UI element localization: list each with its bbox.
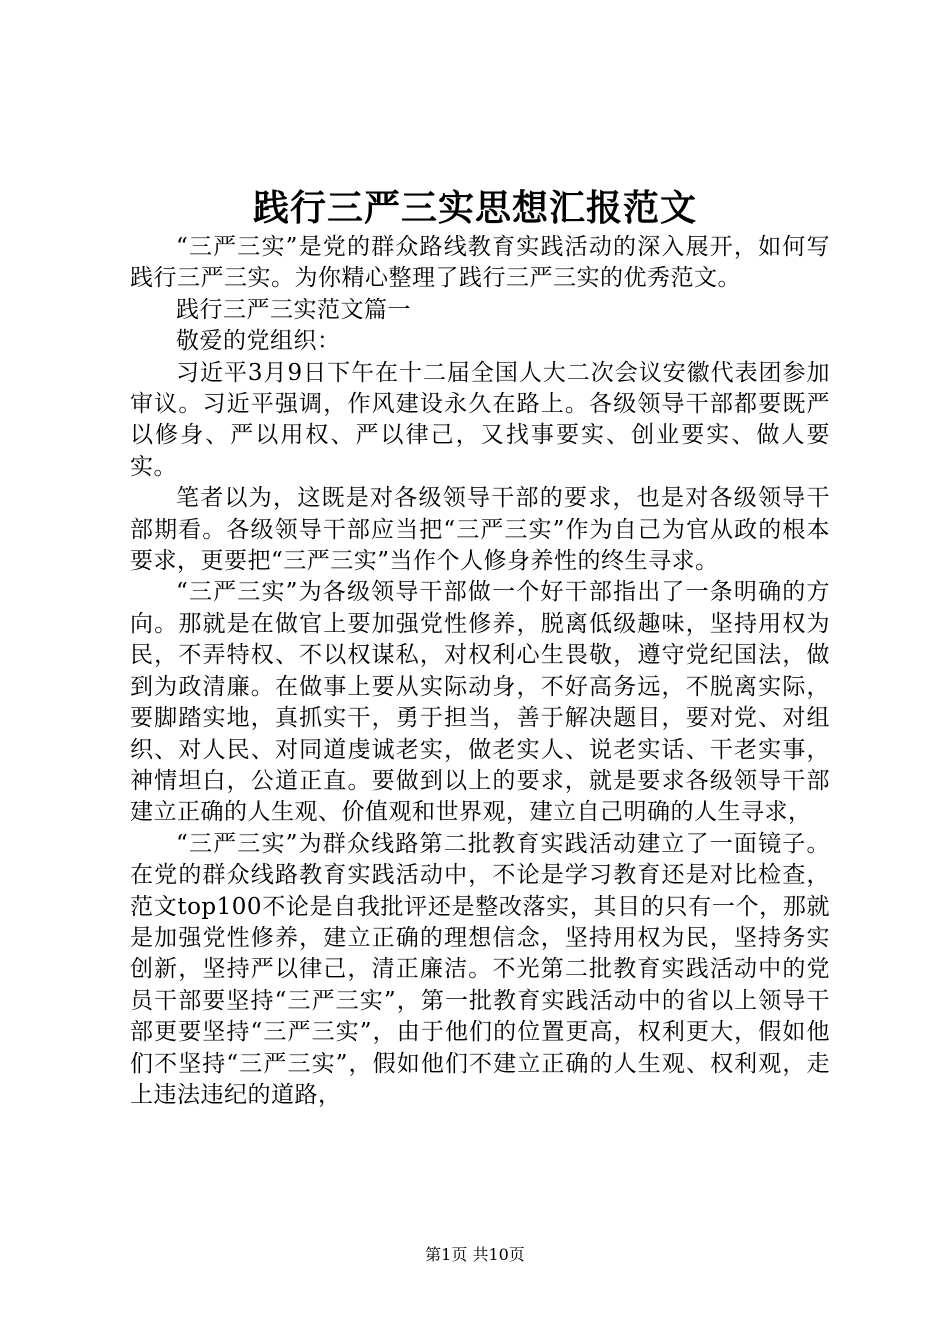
document-title: 践行三严三实思想汇报范文 — [252, 187, 697, 229]
paragraph: “三严三实”是党的群众路线教育实践活动的深入展开，如何写践行三严三实。为你精心整理了践行三严三实的优秀范文。 — [130, 234, 830, 292]
paragraph: “三严三实”为各级领导干部做一个好干部指出了一条明确的方向。那就是在做官上要加强党性修养，脱离低级趣味，坚持用权为民，不弄特权、不以权谋私，对权利心生畏敬，遵守党纪国法，做到为政清廉。在做事上要从实际动身，不好高务远，不脱离实际，要脚踏实地，真抓实干，勇于担当，善于解决题目，要对党、对组织、对人民、对同道虔诚老实，做老实人、说老实话、干老实事，神情坦白，公道正直。要做到以上的要求，就是要求各级领导干部建立正确的人生观、价值观和世界观，建立自己明确的人生寻求， — [130, 579, 830, 826]
document-body — [130, 232, 830, 1111]
salutation: 敬爱的党组织： — [176, 328, 341, 355]
paragraph: “三严三实”为群众线路第二批教育实践活动建立了一面镜子。在党的群众线路教育实践活动中，不论是学习教育还是对比检查，范文top100不论是自我批评还是整改落实，其目的只有一个，那就是加强党性修养，建立正确的理想信念，坚持用权为民，坚持务实创新，坚持严以律己，清正廉洁。不光第二批教育实践活动中的党员干部要坚持“三严三实”，第一批教育实践活动中的省以上领导干部更要坚持“三严三实”，由于他们的位置更高，权利更大，假如他们不坚持“三严三实”，假如他们不建立正确的人生观、权利观，走上违法违纪的道路， — [130, 830, 830, 1108]
paragraph: 笔者以为，这既是对各级领导干部的要求，也是对各级领导干部期看。各级领导干部应当把“三严三实”作为自己为官从政的根本要求，更要把“三严三实”当作个人修身养性的终生寻求。 — [130, 485, 830, 575]
section-heading: 践行三严三实范文篇一 — [176, 296, 411, 323]
paragraph: 习近平3月9日下午在十二届全国人大二次会议安徽代表团参加审议。习近平强调，作风建设永久在路上。各级领导干部都要既严以修身、严以用权、严以律己，又找事要实、创业要实、做人要实。 — [130, 359, 830, 480]
page-footer: 第1页 共10页 — [425, 1245, 525, 1264]
